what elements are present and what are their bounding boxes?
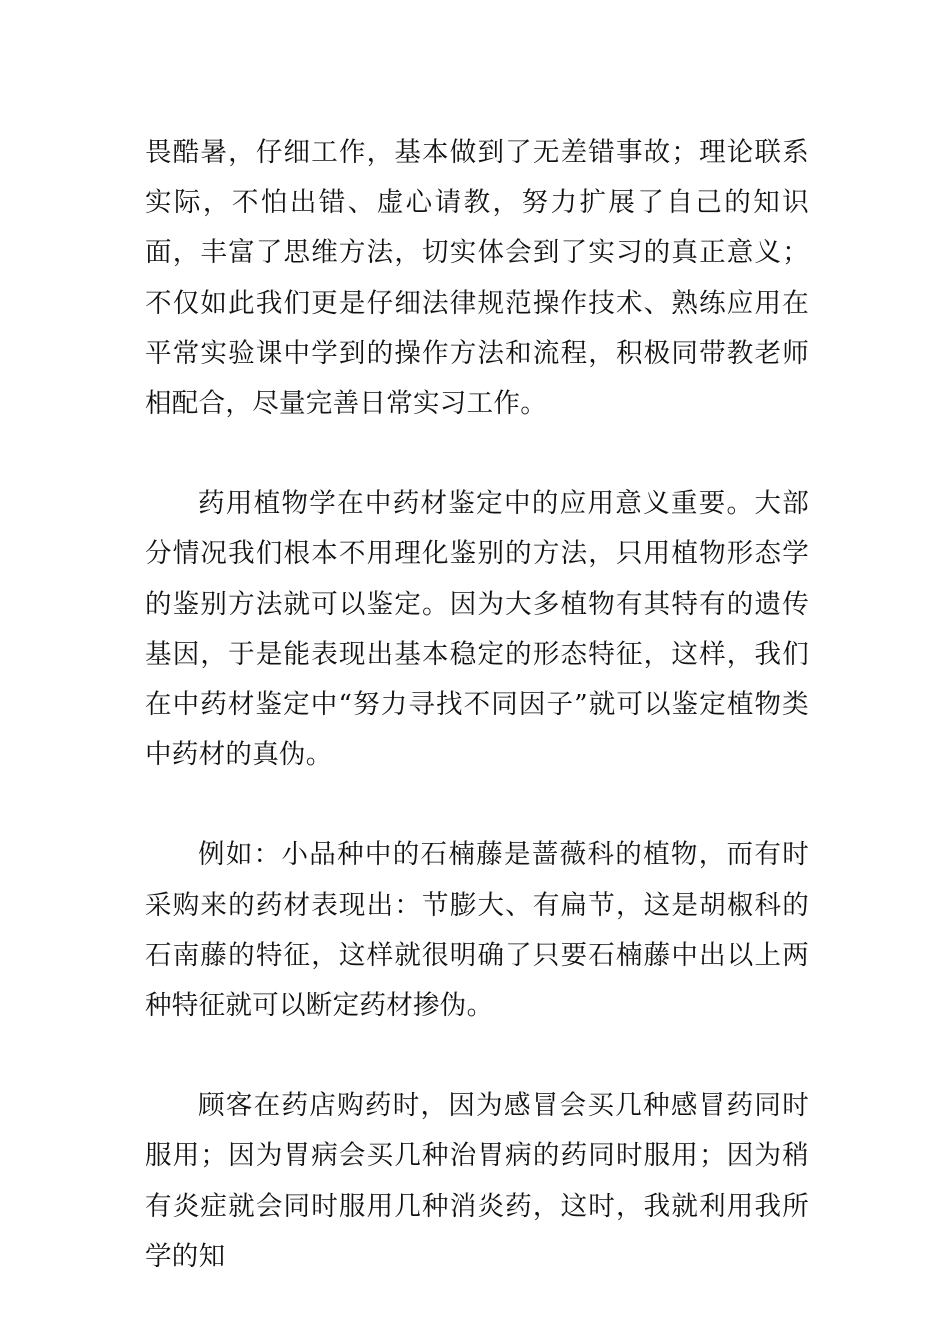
paragraph-2: 药用植物学在中药材鉴定中的应用意义重要。大部分情况我们根本不用理化鉴别的方法，只用植物形态学的鉴别方法就可以鉴定。因为大多植物有其特有的遗传基因，于是能表现出基本稳定的形态特征，这样，我们在中药材鉴定中“努力寻找不同因子”就可以鉴定植物类中药材的真伪。	[145, 488, 809, 771]
paragraph-3: 例如：小品种中的石楠藤是蔷薇科的植物，而有时采购来的药材表现出：节膨大、有扁节，这是胡椒科的石南藤的特征，这样就很明确了只要石楠藤中出以上两种特征就可以断定药材掺伪。	[145, 839, 809, 1022]
paragraph-1: 畏酷暑，仔细工作，基本做到了无差错事故；理论联系实际，不怕出错、虚心请教，努力扩展了自己的知识面，丰富了思维方法，切实体会到了实习的真正意义；不仅如此我们更是仔细法律规范操作技术、熟练应用在平常实验课中学到的操作方法和流程，积极同带教老师相配合，尽量完善日常实习工作。	[145, 137, 809, 420]
document-body	[145, 128, 809, 1282]
paragraph-4: 顾客在药店购药时，因为感冒会买几种感冒药同时服用；因为胃病会买几种治胃病的药同时服用；因为稍有炎症就会同时服用几种消炎药，这时，我就利用我所学的知	[145, 1090, 809, 1272]
